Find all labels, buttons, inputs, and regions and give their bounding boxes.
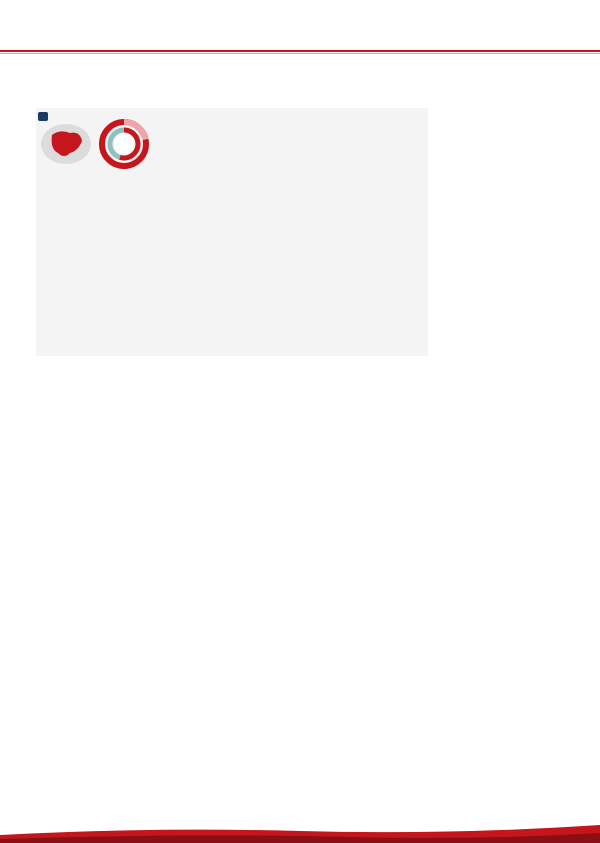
footer-decoration xyxy=(0,823,600,843)
header-divider-thin xyxy=(0,53,600,54)
page-header xyxy=(0,0,600,56)
technology-mix-donut xyxy=(98,118,150,170)
region-name xyxy=(38,112,48,121)
region-panel xyxy=(36,112,226,170)
region-coverage-infographic xyxy=(36,108,428,356)
mobile-tech-share-line-chart xyxy=(80,470,540,650)
region-map-icon xyxy=(40,123,92,165)
header-divider xyxy=(0,50,600,52)
